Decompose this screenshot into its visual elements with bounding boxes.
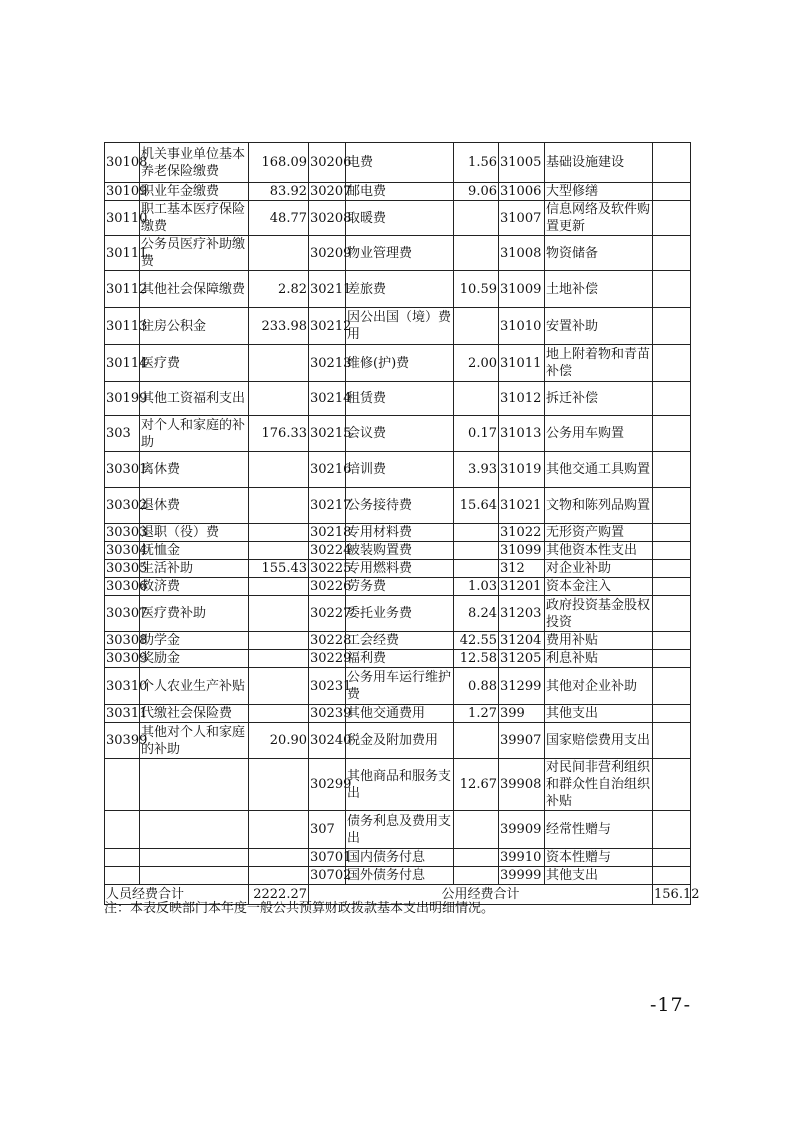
cell-amount-2: 1.56 <box>454 143 499 183</box>
cell-code-3: 39907 <box>499 723 545 759</box>
cell-code-3: 31007 <box>499 201 545 236</box>
cell-code-3: 31299 <box>499 668 545 705</box>
cell-name-1: 奖励金 <box>140 650 249 668</box>
cell-code-2: 30224 <box>310 543 352 558</box>
cell-amount-1 <box>249 811 309 849</box>
cell-code-3: 31011 <box>499 345 545 382</box>
cell-name-1: 职业年金缴费 <box>140 183 249 201</box>
cell-name-3: 其他支出 <box>545 705 653 723</box>
cell-name-2: 电费 <box>346 143 454 183</box>
cell-amount-2: 1.03 <box>454 578 499 596</box>
cell-code-1: 30306 <box>106 579 148 594</box>
cell-name-2: 劳务费 <box>346 578 454 596</box>
cell-amount-1: 2.82 <box>249 271 309 308</box>
cell-code-1: 30399 <box>105 723 140 759</box>
cell-code-2: 30702 <box>310 868 352 883</box>
cell-name-3: 地上附着物和青苗补偿 <box>545 345 653 382</box>
cell-code-2: 30225 <box>310 561 352 576</box>
cell-amount-1 <box>249 867 309 885</box>
cell-code-2: 30218 <box>310 525 352 540</box>
cell-code-2: 30215 <box>309 416 346 452</box>
cell-amount-1: 176.33 <box>249 416 309 452</box>
cell-amount-1 <box>249 345 309 382</box>
cell-name-2: 专用材料费 <box>346 524 454 542</box>
personnel-total-value: 2222.27 <box>249 885 309 905</box>
table-row <box>105 452 691 488</box>
cell-amount-2 <box>454 542 499 560</box>
cell-name-3: 大型修缮 <box>545 183 653 201</box>
cell-amount-1 <box>249 236 309 271</box>
cell-amount-2: 1.27 <box>454 705 499 723</box>
cell-name-1 <box>140 867 249 885</box>
cell-amount-1: 155.43 <box>249 560 309 578</box>
cell-name-1: 对个人和家庭的补助 <box>140 416 249 452</box>
table-row <box>105 632 691 650</box>
cell-name-2: 其他交通费用 <box>346 705 454 723</box>
cell-code-1: 30309 <box>106 651 148 666</box>
cell-amount-3 <box>653 867 691 885</box>
cell-name-2: 工会经费 <box>346 632 454 650</box>
cell-code-1: 30304 <box>106 543 148 558</box>
table-row <box>105 143 691 183</box>
cell-amount-3 <box>653 236 691 271</box>
cell-amount-3 <box>653 271 691 308</box>
cell-code-2: 30226 <box>310 579 352 594</box>
cell-name-3: 对民间非营利组织和群众性自治组织补贴 <box>545 759 653 811</box>
cell-amount-3 <box>653 183 691 201</box>
table-row <box>105 308 691 345</box>
cell-amount-3 <box>653 811 691 849</box>
cell-code-1: 30305 <box>106 561 148 576</box>
cell-code-3: 31008 <box>499 236 545 271</box>
cell-amount-3 <box>653 578 691 596</box>
cell-code-1 <box>105 759 140 811</box>
table-row <box>105 524 691 542</box>
cell-name-2: 福利费 <box>346 650 454 668</box>
expenditure-detail-table <box>104 142 700 905</box>
table-footnote: 注：本表反映部门本年度一般公共预算财政拨款基本支出明细情况。 <box>104 901 495 916</box>
cell-amount-1: 83.92 <box>249 183 309 201</box>
cell-code-2: 30211 <box>309 271 346 308</box>
cell-name-2: 公务用车运行维护费 <box>346 668 454 705</box>
cell-amount-2 <box>454 723 499 759</box>
cell-amount-3 <box>653 759 691 811</box>
cell-amount-1 <box>249 705 309 723</box>
cell-amount-1: 48.77 <box>249 201 309 236</box>
cell-name-2: 债务利息及费用支出 <box>346 811 454 849</box>
cell-amount-3 <box>653 382 691 416</box>
table-row <box>105 867 691 885</box>
cell-name-3: 基础设施建设 <box>545 143 653 183</box>
cell-code-1: 30113 <box>105 308 140 345</box>
cell-amount-3 <box>653 849 691 867</box>
cell-name-2: 物业管理费 <box>346 236 454 271</box>
cell-amount-3 <box>653 632 691 650</box>
cell-name-3: 资本金注入 <box>545 578 653 596</box>
cell-code-1 <box>105 811 140 849</box>
cell-name-1: 个人农业生产补贴 <box>140 668 249 705</box>
cell-code-3: 31019 <box>499 452 545 488</box>
cell-amount-1 <box>249 578 309 596</box>
cell-code-1 <box>105 867 140 885</box>
cell-amount-1: 20.90 <box>249 723 309 759</box>
cell-amount-3 <box>653 650 691 668</box>
cell-name-1 <box>140 759 249 811</box>
cell-code-1: 30303 <box>106 525 148 540</box>
cell-code-1: 30112 <box>105 271 140 308</box>
table-row <box>105 416 691 452</box>
cell-amount-2: 0.17 <box>454 416 499 452</box>
cell-name-3: 其他资本性支出 <box>545 542 653 560</box>
cell-name-3: 无形资产购置 <box>545 524 653 542</box>
cell-code-2: 30212 <box>309 308 346 345</box>
cell-amount-1 <box>249 452 309 488</box>
cell-amount-2: 42.55 <box>454 632 499 650</box>
cell-code-1: 30301 <box>105 452 140 488</box>
cell-amount-2 <box>454 811 499 849</box>
cell-code-2: 30701 <box>310 850 352 865</box>
cell-amount-3 <box>653 560 691 578</box>
cell-amount-1: 168.09 <box>249 143 309 183</box>
cell-name-3: 物资储备 <box>545 236 653 271</box>
cell-amount-1 <box>249 488 309 524</box>
table-row <box>105 811 691 849</box>
cell-name-3: 费用补贴 <box>545 632 653 650</box>
cell-code-1: 30199 <box>105 382 140 416</box>
cell-code-3: 31203 <box>499 596 545 632</box>
table-row <box>105 271 691 308</box>
cell-code-2: 30231 <box>309 668 346 705</box>
cell-amount-1 <box>249 632 309 650</box>
cell-name-1: 抚恤金 <box>140 542 249 560</box>
cell-name-2: 专用燃料费 <box>346 560 454 578</box>
cell-code-2: 30217 <box>309 488 346 524</box>
cell-name-3: 政府投资基金股权投资 <box>545 596 653 632</box>
cell-code-3: 39999 <box>499 867 545 885</box>
cell-code-2: 30209 <box>309 236 346 271</box>
cell-code-1: 303 <box>105 416 140 452</box>
cell-code-2: 30207 <box>310 184 352 199</box>
cell-name-3: 拆迁补偿 <box>545 382 653 416</box>
table-row <box>105 345 691 382</box>
table-row <box>105 759 691 811</box>
cell-amount-3 <box>653 705 691 723</box>
cell-amount-1 <box>249 596 309 632</box>
cell-code-2: 30240 <box>309 723 346 759</box>
cell-amount-2: 0.88 <box>454 668 499 705</box>
cell-name-1: 住房公积金 <box>140 308 249 345</box>
cell-amount-2: 15.64 <box>454 488 499 524</box>
cell-code-1: 30302 <box>105 488 140 524</box>
cell-code-2: 30208 <box>309 201 346 236</box>
table-body <box>105 143 700 905</box>
cell-name-2: 邮电费 <box>346 183 454 201</box>
cell-name-1: 其他对个人和家庭的补助 <box>140 723 249 759</box>
table-row <box>105 488 691 524</box>
cell-name-2: 维修(护)费 <box>346 345 454 382</box>
table-row <box>105 650 691 668</box>
cell-name-1 <box>140 811 249 849</box>
cell-code-3: 31005 <box>499 143 545 183</box>
public-total-label: 公用经费合计 <box>309 885 653 905</box>
table-row <box>105 668 691 705</box>
cell-code-3: 39909 <box>499 811 545 849</box>
cell-code-1: 30308 <box>106 633 148 648</box>
cell-amount-3 <box>653 308 691 345</box>
cell-code-2: 30239 <box>310 706 352 721</box>
cell-code-3: 399 <box>499 705 545 723</box>
cell-amount-1 <box>249 382 309 416</box>
cell-code-3: 31013 <box>499 416 545 452</box>
cell-code-3: 31021 <box>499 488 545 524</box>
cell-amount-2 <box>454 382 499 416</box>
cell-name-1: 助学金 <box>140 632 249 650</box>
table-row <box>105 578 691 596</box>
table-row <box>105 542 691 560</box>
cell-amount-3 <box>653 488 691 524</box>
cell-name-3: 安置补助 <box>545 308 653 345</box>
cell-name-3: 利息补贴 <box>545 650 653 668</box>
cell-code-2: 30206 <box>309 143 346 183</box>
cell-name-1 <box>140 849 249 867</box>
cell-name-1: 其他社会保障缴费 <box>140 271 249 308</box>
cell-name-2: 国外债务付息 <box>346 867 454 885</box>
cell-name-3: 国家赔偿费用支出 <box>545 723 653 759</box>
cell-amount-3 <box>653 201 691 236</box>
cell-name-3: 经常性赠与 <box>545 811 653 849</box>
cell-name-2: 其他商品和服务支出 <box>346 759 454 811</box>
cell-code-3: 31022 <box>499 524 545 542</box>
cell-amount-3 <box>653 345 691 382</box>
cell-name-2: 培训费 <box>346 452 454 488</box>
cell-amount-2 <box>454 524 499 542</box>
cell-name-1: 救济费 <box>140 578 249 596</box>
cell-amount-1 <box>249 849 309 867</box>
cell-code-3: 31205 <box>499 650 545 668</box>
cell-code-3: 31012 <box>499 382 545 416</box>
cell-name-2: 国内债务付息 <box>346 849 454 867</box>
cell-name-1: 其他工资福利支出 <box>140 382 249 416</box>
cell-amount-2: 10.59 <box>454 271 499 308</box>
cell-amount-2 <box>454 560 499 578</box>
table-row <box>105 723 691 759</box>
cell-name-1: 退休费 <box>140 488 249 524</box>
cell-code-3: 312 <box>499 560 545 578</box>
cell-code-3: 31201 <box>499 578 545 596</box>
cell-name-2: 取暖费 <box>346 201 454 236</box>
table-row <box>105 560 691 578</box>
table-row <box>105 236 691 271</box>
cell-amount-2: 12.67 <box>454 759 499 811</box>
cell-name-3: 其他支出 <box>545 867 653 885</box>
cell-code-2: 30214 <box>309 382 346 416</box>
cell-amount-1: 233.98 <box>249 308 309 345</box>
cell-name-1: 生活补助 <box>140 560 249 578</box>
cell-amount-2: 2.00 <box>454 345 499 382</box>
cell-code-1: 30110 <box>105 201 140 236</box>
cell-name-1: 职工基本医疗保险缴费 <box>140 201 249 236</box>
cell-name-1: 医疗费补助 <box>140 596 249 632</box>
page-number: -17- <box>650 994 692 1016</box>
cell-code-3: 39908 <box>499 759 545 811</box>
cell-name-3: 其他交通工具购置 <box>545 452 653 488</box>
cell-name-1: 机关事业单位基本养老保险缴费 <box>140 143 249 183</box>
cell-name-3: 对企业补助 <box>545 560 653 578</box>
cell-amount-3 <box>653 452 691 488</box>
table-row <box>105 596 691 632</box>
cell-code-1: 30307 <box>105 596 140 632</box>
cell-code-3: 31009 <box>499 271 545 308</box>
cell-code-3: 31010 <box>499 308 545 345</box>
cell-name-2: 公务接待费 <box>346 488 454 524</box>
cell-code-1: 30311 <box>106 706 148 721</box>
cell-amount-1 <box>249 668 309 705</box>
cell-amount-2 <box>454 849 499 867</box>
cell-name-3: 文物和陈列品购置 <box>545 488 653 524</box>
cell-code-1: 30114 <box>105 345 140 382</box>
cell-amount-2: 12.58 <box>454 650 499 668</box>
cell-amount-1 <box>249 759 309 811</box>
cell-code-2: 30227 <box>309 596 346 632</box>
cell-code-1 <box>105 849 140 867</box>
cell-name-3: 公务用车购置 <box>545 416 653 452</box>
cell-name-3: 信息网络及软件购置更新 <box>545 201 653 236</box>
table-row <box>105 849 691 867</box>
cell-amount-3 <box>653 723 691 759</box>
cell-amount-3 <box>653 524 691 542</box>
cell-code-2: 307 <box>309 811 346 849</box>
cell-code-1: 30310 <box>105 668 140 705</box>
cell-code-2: 30228 <box>310 633 352 648</box>
table-row <box>105 183 691 201</box>
cell-amount-3 <box>653 143 691 183</box>
cell-code-3: 31099 <box>499 542 545 560</box>
cell-name-1: 离休费 <box>140 452 249 488</box>
cell-amount-3 <box>653 668 691 705</box>
cell-amount-1 <box>249 542 309 560</box>
cell-code-3: 31204 <box>499 632 545 650</box>
cell-name-2: 差旅费 <box>346 271 454 308</box>
cell-name-3: 资本性赠与 <box>545 849 653 867</box>
cell-name-3: 土地补偿 <box>545 271 653 308</box>
cell-amount-2 <box>454 867 499 885</box>
table-row <box>105 382 691 416</box>
cell-code-2: 30299 <box>309 759 346 811</box>
cell-code-3: 31006 <box>499 183 545 201</box>
personnel-total-label: 人员经费合计 <box>105 885 249 905</box>
cell-name-1: 退职（役）费 <box>140 524 249 542</box>
cell-name-1: 公务员医疗补助缴费 <box>140 236 249 271</box>
cell-code-2: 30213 <box>309 345 346 382</box>
cell-amount-3 <box>653 416 691 452</box>
cell-amount-2 <box>454 201 499 236</box>
table-row <box>105 201 691 236</box>
cell-code-3: 39910 <box>499 849 545 867</box>
cell-name-2: 租赁费 <box>346 382 454 416</box>
table-row <box>105 705 691 723</box>
cell-name-2: 因公出国（境）费用 <box>346 308 454 345</box>
cell-amount-3 <box>653 596 691 632</box>
cell-amount-1 <box>249 524 309 542</box>
cell-name-3: 其他对企业补助 <box>545 668 653 705</box>
cell-amount-2 <box>454 236 499 271</box>
cell-code-2: 30229 <box>310 651 352 666</box>
cell-amount-2 <box>454 308 499 345</box>
cell-name-2: 税金及附加费用 <box>346 723 454 759</box>
cell-amount-3 <box>653 542 691 560</box>
cell-name-2: 委托业务费 <box>346 596 454 632</box>
cell-name-1: 代缴社会保险费 <box>140 705 249 723</box>
cell-name-1: 医疗费 <box>140 345 249 382</box>
cell-amount-2: 8.24 <box>454 596 499 632</box>
cell-amount-2: 9.06 <box>454 183 499 201</box>
cell-name-2: 被装购置费 <box>346 542 454 560</box>
cell-amount-1 <box>249 650 309 668</box>
cell-code-1: 30108 <box>105 143 140 183</box>
cell-code-1: 30109 <box>106 184 148 199</box>
cell-name-2: 会议费 <box>346 416 454 452</box>
cell-code-2: 30216 <box>309 452 346 488</box>
cell-amount-2: 3.93 <box>454 452 499 488</box>
public-total-value: 156.12 <box>653 885 691 905</box>
cell-code-1: 30111 <box>105 236 140 271</box>
